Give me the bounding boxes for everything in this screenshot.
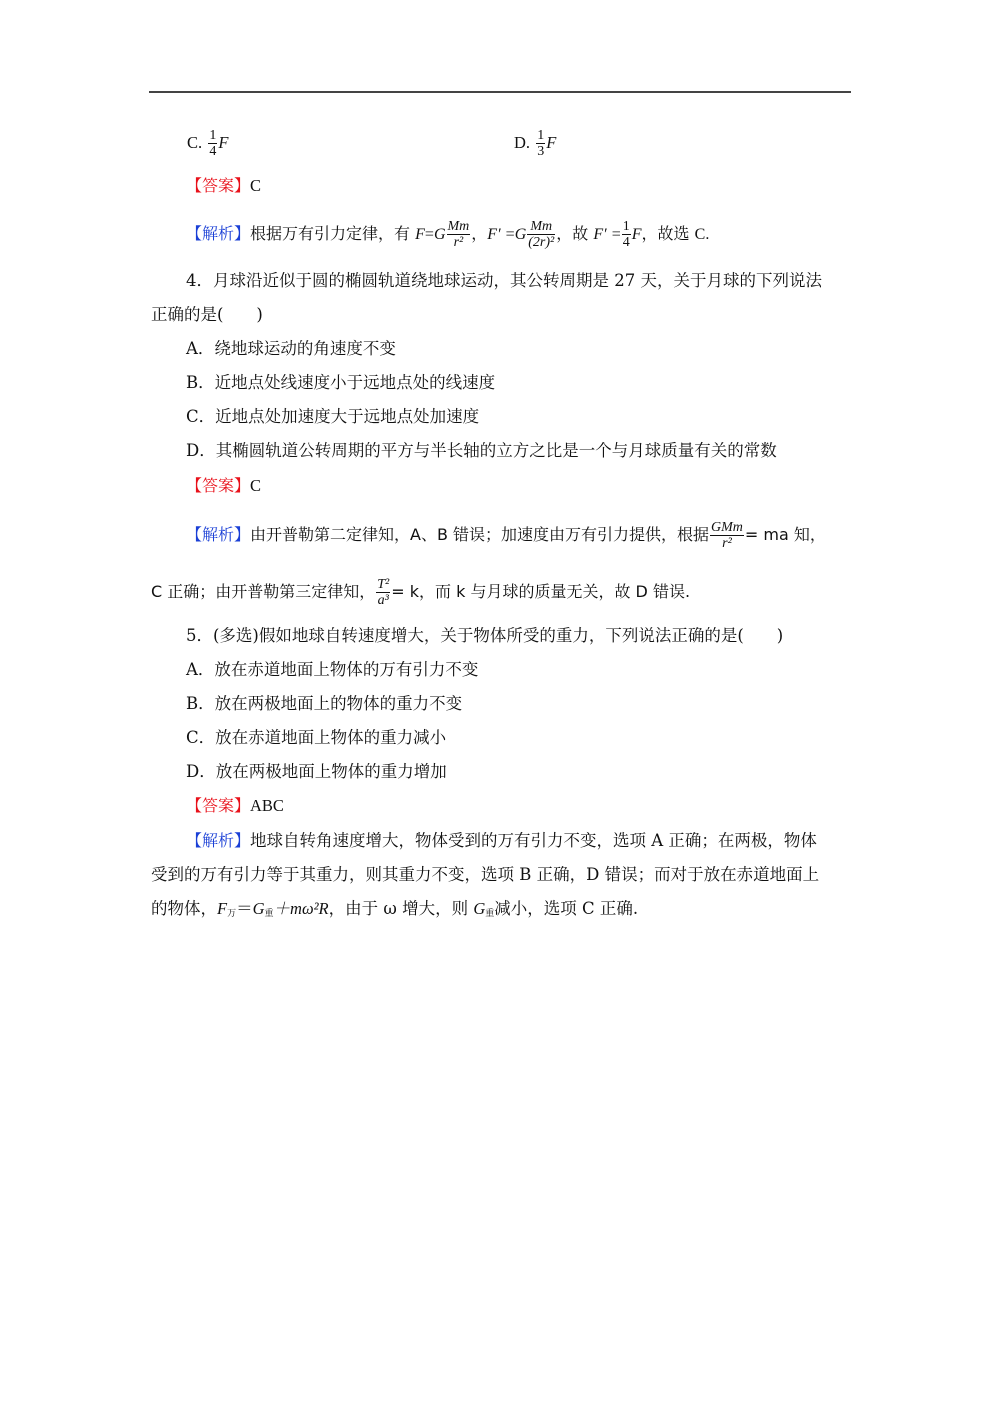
math-expr: ＋mω²R xyxy=(273,899,329,918)
fraction xyxy=(710,520,744,551)
math-var: F′ xyxy=(487,226,501,243)
explanation-text: = k，而 k 与月球的质量无关，故 D 错误. xyxy=(391,582,691,601)
answer-label: 【答案】 xyxy=(186,476,251,495)
numerator: 1 xyxy=(537,128,545,143)
fraction xyxy=(527,219,555,250)
explanation-label: 【解析】 xyxy=(186,525,251,544)
answer-value: C xyxy=(250,476,262,495)
q4-stem-line2: 正确的是( ) xyxy=(151,305,263,324)
subscript: 重 xyxy=(264,909,274,919)
answer-row xyxy=(186,175,261,197)
math-var: F xyxy=(415,226,425,243)
denominator: 4 xyxy=(622,235,630,250)
choice: C xyxy=(694,226,706,243)
q5-explanation-line1 xyxy=(186,830,817,852)
numerator: Mm xyxy=(447,219,470,234)
explanation-text: C 正确；由开普勒第三定律知， xyxy=(151,582,376,601)
denominator: r² xyxy=(722,536,732,551)
q4-stem-line1: 4．月球沿近似于圆的椭圆轨道绕地球运动，其公转周期是 27 天，关于月球的下列说法 xyxy=(186,271,822,290)
denominator: (2r)² xyxy=(528,235,555,250)
option-letter: D. xyxy=(514,133,531,152)
fraction xyxy=(447,219,471,250)
numerator: Mm xyxy=(527,219,555,235)
explanation-text: ，故 xyxy=(556,224,589,243)
q4-explanation-line2 xyxy=(151,577,690,608)
q5-explanation-line3 xyxy=(151,898,638,925)
q4-option-b: B．近地点处线速度小于远地点处的线速度 xyxy=(186,373,496,392)
variable: F xyxy=(546,133,557,152)
q4-answer-row xyxy=(186,475,261,497)
denominator: 3 xyxy=(537,144,545,159)
math-var: F′ xyxy=(593,226,607,243)
q4-option-d: D．其椭圆轨道公转周期的平方与半长轴的立方之比是一个与月球质量有关的常数 xyxy=(186,441,777,460)
explanation-text: 地球自转角速度增大，物体受到的万有引力不变，选项 A 正确；在两极，物体 xyxy=(250,831,817,850)
q4-explanation-line1 xyxy=(186,520,826,551)
answer-label: 【答案】 xyxy=(186,796,251,815)
math-var: F xyxy=(217,899,228,918)
q5-stem: 5．(多选)假如地球自转速度增大，关于物体所受的重力，下列说法正确的是( ) xyxy=(186,626,784,645)
q4-option-a: A．绕地球运动的角速度不变 xyxy=(186,339,396,358)
math-op: = xyxy=(611,226,621,243)
explanation-text: 由开普勒第二定律知，A、B 错误；加速度由万有引力提供，根据 xyxy=(250,525,710,544)
q5-option-d: D．放在两极地面上物体的重力增加 xyxy=(186,762,447,781)
explanation-text: ，故选 xyxy=(641,224,690,243)
fraction xyxy=(376,577,390,608)
denominator: a³ xyxy=(377,593,389,608)
math-op: = xyxy=(424,226,434,243)
option-d xyxy=(514,128,556,159)
math-var: G xyxy=(473,899,486,918)
q5-option-b: B．放在两极地面上的物体的重力不变 xyxy=(186,694,463,713)
numerator: GMm xyxy=(711,520,743,535)
numerator: 1 xyxy=(209,128,217,143)
explanation-row xyxy=(186,219,709,250)
fraction xyxy=(536,128,545,159)
explanation-text: = ma 知， xyxy=(744,525,826,544)
numerator: T² xyxy=(377,577,390,592)
q5-explanation-line2: 受到的万有引力等于其重力，则其重力不变，选项 B 正确，D 错误；而对于放在赤道地面上 xyxy=(151,865,820,884)
explanation-label: 【解析】 xyxy=(186,831,251,850)
denominator: 4 xyxy=(209,144,217,159)
math-var: G xyxy=(252,899,265,918)
answer-label: 【答案】 xyxy=(186,176,251,195)
explanation-text: 减小，选项 C 正确. xyxy=(494,899,639,918)
q4-option-c: C．近地点处加速度大于远地点处加速度 xyxy=(186,407,480,426)
q5-answer-row xyxy=(186,795,284,817)
explanation-text: 的物体， xyxy=(151,899,217,918)
math-var: G xyxy=(514,226,527,243)
explanation-label: 【解析】 xyxy=(186,224,251,243)
fraction xyxy=(208,128,217,159)
math-op: = xyxy=(505,226,515,243)
explanation-text: ，由于 ω 增大，则 xyxy=(328,899,469,918)
math-var: G xyxy=(433,226,446,243)
punct: ， xyxy=(471,224,488,243)
numerator: 1 xyxy=(622,219,630,234)
fraction xyxy=(622,219,631,250)
q5-option-a: A．放在赤道地面上物体的万有引力不变 xyxy=(186,660,479,679)
subscript: 万 xyxy=(227,909,237,919)
q5-option-c: C．放在赤道地面上物体的重力减小 xyxy=(186,728,447,747)
option-letter: C. xyxy=(187,133,203,152)
explanation-text: 根据万有引力定律，有 xyxy=(250,224,411,243)
option-c xyxy=(187,128,228,159)
subscript: 重 xyxy=(485,909,495,919)
math-op: ＝ xyxy=(236,899,253,918)
answer-value: ABC xyxy=(250,796,284,815)
punct: . xyxy=(705,226,710,243)
answer-value: C xyxy=(250,176,262,195)
denominator: r² xyxy=(453,235,464,250)
variable: F xyxy=(218,133,229,152)
math-var: F xyxy=(631,226,642,243)
header-rule xyxy=(149,91,851,93)
